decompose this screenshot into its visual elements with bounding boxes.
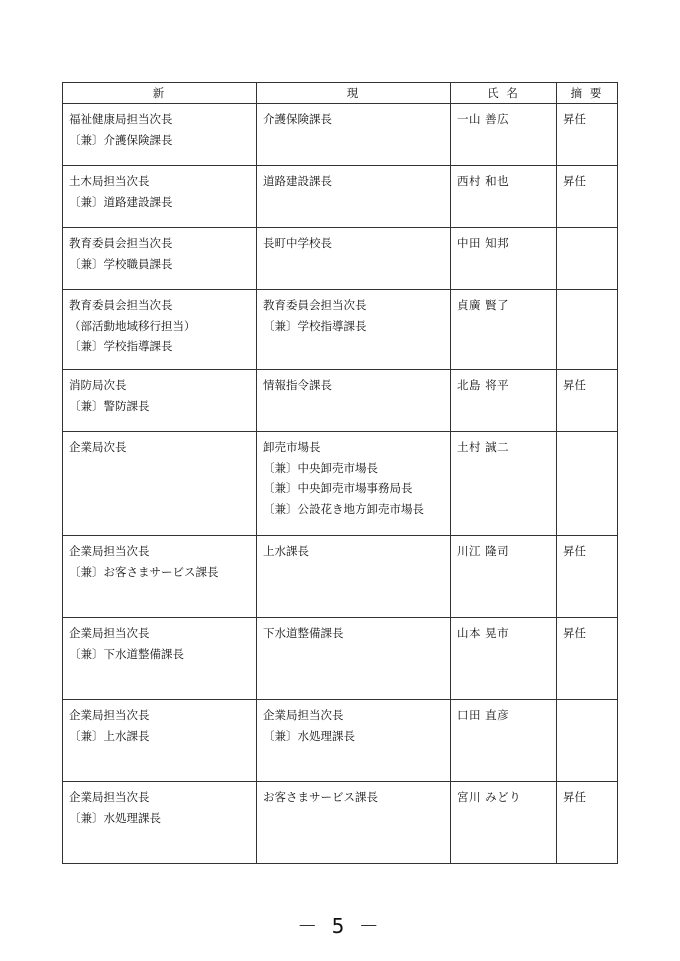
person-name-cell: 貞廣 賢了	[451, 290, 557, 370]
remarks-cell	[557, 290, 618, 370]
current-position-cell	[257, 166, 451, 228]
current-position-cell-line: 〔兼〕公設花き地方卸売市場長	[263, 501, 424, 516]
current-position-cell-line: 〔兼〕中央卸売市場事務局長	[263, 481, 413, 495]
new-position-cell	[63, 370, 257, 432]
new-position-cell	[63, 432, 257, 536]
new-position-cell-line: 企業局次長	[69, 440, 127, 454]
personnel-table	[62, 82, 618, 864]
new-position-cell-line: 企業局担当次長	[69, 626, 150, 640]
new-position-cell-line: 企業局担当次長	[69, 790, 150, 804]
new-position-cell-line: 〔兼〕学校指導課長	[69, 339, 173, 353]
current-position-cell-line: 介護保険課長	[263, 112, 332, 126]
new-position-cell	[63, 228, 257, 290]
table-body	[63, 104, 618, 864]
page-number: － 5 －	[297, 914, 383, 938]
current-position-cell-line: 〔兼〕水処理課長	[263, 728, 355, 743]
new-position-cell	[63, 700, 257, 782]
new-position-cell-line: 〔兼〕学校職員課長	[69, 256, 173, 271]
remarks-cell: 昇任	[557, 618, 618, 700]
current-position-cell-line: 〔兼〕学校指導課長	[263, 318, 367, 333]
table-header-row	[63, 83, 618, 104]
table-row	[63, 536, 618, 618]
new-position-cell	[63, 104, 257, 166]
table-row	[63, 370, 618, 432]
header-new: 新	[63, 83, 257, 104]
current-position-cell-line: 企業局担当次長	[263, 708, 344, 722]
table-row	[63, 618, 618, 700]
current-position-cell	[257, 228, 451, 290]
remarks-cell: 昇任	[557, 166, 618, 228]
new-position-cell-line: 福祉健康局担当次長	[69, 112, 173, 126]
new-position-cell-line: 企業局担当次長	[69, 544, 150, 558]
table-row	[63, 290, 618, 370]
table-row	[63, 228, 618, 290]
person-name-cell: 中田 知邦	[451, 228, 557, 290]
remarks-cell: 昇任	[557, 782, 618, 864]
header-remarks: 摘 要	[557, 83, 618, 104]
current-position-cell-line: 道路建設課長	[263, 174, 332, 188]
remarks-cell	[557, 432, 618, 536]
new-position-cell-line: 土木局担当次長	[69, 174, 150, 188]
new-position-cell-line: 企業局担当次長	[69, 708, 150, 722]
new-position-cell-line: 消防局次長	[69, 378, 127, 392]
current-position-cell-line: 〔兼〕中央卸売市場長	[263, 460, 378, 475]
person-name-cell: 北島 将平	[451, 370, 557, 432]
current-position-cell-line: 上水課長	[263, 544, 309, 558]
person-name-cell: 川江 隆司	[451, 536, 557, 618]
current-position-cell	[257, 290, 451, 370]
new-position-cell	[63, 536, 257, 618]
person-name-cell: 土村 誠二	[451, 432, 557, 536]
current-position-cell-line: 下水道整備課長	[263, 626, 344, 640]
remarks-cell	[557, 228, 618, 290]
table-row	[63, 700, 618, 782]
new-position-cell	[63, 618, 257, 700]
person-name-cell: 山本 晃市	[451, 618, 557, 700]
new-position-cell	[63, 290, 257, 370]
current-position-cell-line: お客さまサービス課長	[263, 790, 378, 804]
new-position-cell-line: 〔兼〕介護保険課長	[69, 132, 173, 147]
new-position-cell-line: 〔兼〕下水道整備課長	[69, 646, 184, 661]
new-position-cell-line: 〔兼〕上水課長	[69, 728, 150, 743]
remarks-cell: 昇任	[557, 536, 618, 618]
header-name: 氏 名	[451, 83, 557, 104]
person-name-cell: 口田 直彦	[451, 700, 557, 782]
current-position-cell-line: 教育委員会担当次長	[263, 298, 367, 312]
new-position-cell	[63, 782, 257, 864]
table-row	[63, 104, 618, 166]
current-position-cell-line: 長町中学校長	[263, 236, 332, 250]
table-row	[63, 782, 618, 864]
current-position-cell	[257, 536, 451, 618]
current-position-cell	[257, 104, 451, 166]
current-position-cell	[257, 782, 451, 864]
current-position-cell	[257, 432, 451, 536]
new-position-cell-line: （部活動地域移行担当）	[69, 318, 196, 333]
person-name-cell: 西村 和也	[451, 166, 557, 228]
new-position-cell-line: 〔兼〕道路建設課長	[69, 194, 173, 209]
table-row	[63, 432, 618, 536]
person-name-cell: 一山 善広	[451, 104, 557, 166]
current-position-cell	[257, 618, 451, 700]
new-position-cell-line: 教育委員会担当次長	[69, 236, 173, 250]
header-current: 現	[257, 83, 451, 104]
person-name-cell: 宮川 みどり	[451, 782, 557, 864]
new-position-cell-line: 教育委員会担当次長	[69, 298, 173, 312]
remarks-cell: 昇任	[557, 104, 618, 166]
current-position-cell	[257, 700, 451, 782]
new-position-cell-line: 〔兼〕警防課長	[69, 398, 150, 413]
current-position-cell	[257, 370, 451, 432]
table-row	[63, 166, 618, 228]
remarks-cell	[557, 700, 618, 782]
remarks-cell: 昇任	[557, 370, 618, 432]
personnel-table-container	[62, 82, 617, 864]
current-position-cell-line: 情報指令課長	[263, 378, 332, 392]
new-position-cell	[63, 166, 257, 228]
new-position-cell-line: 〔兼〕水処理課長	[69, 810, 161, 825]
new-position-cell-line: 〔兼〕お客さまサービス課長	[69, 564, 219, 579]
current-position-cell-line: 卸売市場長	[263, 440, 321, 454]
